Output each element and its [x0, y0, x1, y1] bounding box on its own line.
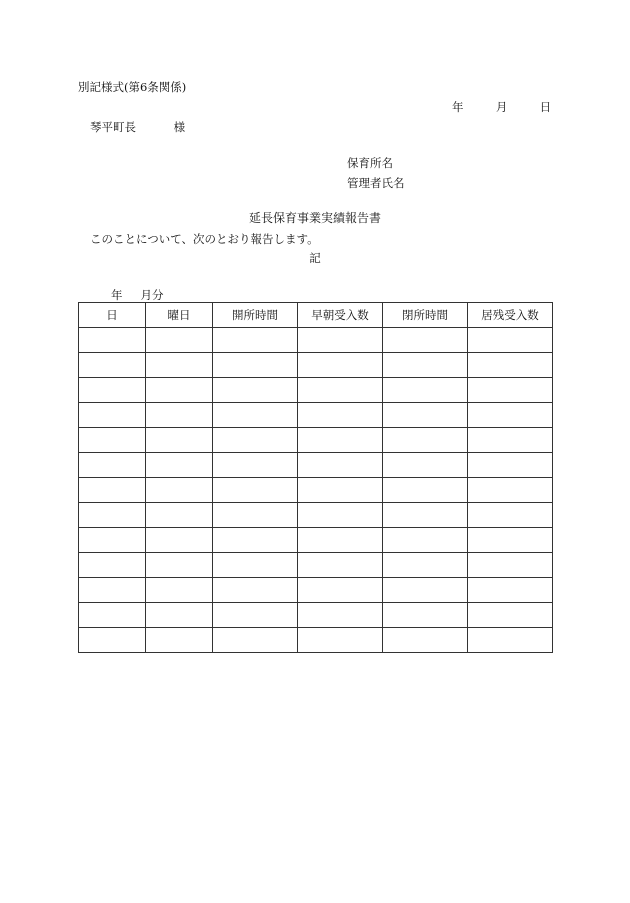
- table-cell: [298, 378, 383, 403]
- table-header-row: [79, 303, 553, 328]
- table-cell: [79, 453, 146, 478]
- table-cell: [213, 353, 298, 378]
- table-cell: [468, 328, 553, 353]
- table-cell: [146, 453, 213, 478]
- table-cell: [79, 328, 146, 353]
- table-row: [79, 628, 553, 653]
- table-cell: [79, 603, 146, 628]
- table-cell: [79, 353, 146, 378]
- form-label: 別記様式(第6条関係): [78, 80, 187, 94]
- body-text: このことについて、次のとおり報告します。: [90, 232, 319, 246]
- table-row: [79, 453, 553, 478]
- month-blank: [123, 289, 141, 303]
- table-cell: [79, 428, 146, 453]
- table-cell: [79, 528, 146, 553]
- table-cell: [298, 403, 383, 428]
- table-cell: [213, 378, 298, 403]
- table-cell: [298, 578, 383, 603]
- table-cell: [298, 478, 383, 503]
- table-cell: [146, 553, 213, 578]
- table-cell: [468, 553, 553, 578]
- table-cell: [146, 328, 213, 353]
- table-cell: [468, 353, 553, 378]
- table-cell: [383, 378, 468, 403]
- table-cell: [146, 503, 213, 528]
- year-blank: [78, 289, 111, 303]
- table-row: [79, 578, 553, 603]
- table-cell: [468, 503, 553, 528]
- table-row: [79, 403, 553, 428]
- table-cell: [146, 603, 213, 628]
- table-cell: [383, 628, 468, 653]
- addressee: [90, 120, 185, 134]
- table-cell: [213, 328, 298, 353]
- table-cell: [213, 503, 298, 528]
- table-cell: [298, 628, 383, 653]
- header-weekday: 曜日: [146, 303, 213, 328]
- addressee-honorific: 様: [173, 120, 186, 134]
- table-cell: [146, 353, 213, 378]
- table-cell: [79, 478, 146, 503]
- table-cell: [213, 628, 298, 653]
- table-cell: [468, 528, 553, 553]
- table-cell: [213, 603, 298, 628]
- table-row: [79, 378, 553, 403]
- table-cell: [146, 528, 213, 553]
- record-table: [78, 302, 553, 653]
- table-cell: [146, 428, 213, 453]
- table-cell: [383, 328, 468, 353]
- table-cell: [298, 428, 383, 453]
- table-cell: [298, 353, 383, 378]
- table-cell: [79, 503, 146, 528]
- table-cell: [383, 553, 468, 578]
- table-row: [79, 353, 553, 378]
- table-row: [79, 528, 553, 553]
- table-cell: [468, 453, 553, 478]
- table-cell: [79, 378, 146, 403]
- table-row: [79, 328, 553, 353]
- table-cell: [79, 628, 146, 653]
- document-title: 延長保育事業実績報告書: [248, 211, 381, 225]
- table-cell: [383, 403, 468, 428]
- date-day: 日: [539, 100, 552, 114]
- table-cell: [468, 378, 553, 403]
- table-cell: [146, 403, 213, 428]
- table-cell: [468, 603, 553, 628]
- date-month: 月: [495, 100, 508, 114]
- header-early-count: 早朝受入数: [298, 303, 383, 328]
- date-line: [452, 100, 551, 114]
- facility-label: 保育所名: [347, 156, 393, 170]
- table-row: [79, 428, 553, 453]
- table-cell: [383, 453, 468, 478]
- table-cell: [468, 628, 553, 653]
- addressee-name: 琴平町長: [90, 120, 136, 134]
- table-row: [79, 478, 553, 503]
- table-cell: [146, 628, 213, 653]
- table-cell: [213, 453, 298, 478]
- table-cell: [468, 428, 553, 453]
- header-late-count: 居残受入数: [468, 303, 553, 328]
- table-cell: [213, 428, 298, 453]
- table-cell: [298, 603, 383, 628]
- table-cell: [213, 553, 298, 578]
- table-cell: [298, 553, 383, 578]
- ki-heading: 記: [309, 251, 321, 265]
- table-cell: [79, 578, 146, 603]
- table-cell: [213, 478, 298, 503]
- table-cell: [383, 353, 468, 378]
- table-cell: [468, 578, 553, 603]
- table-cell: [298, 453, 383, 478]
- table-row: [79, 603, 553, 628]
- table-cell: [468, 478, 553, 503]
- table-cell: [298, 328, 383, 353]
- table-cell: [213, 403, 298, 428]
- header-open-time: 開所時間: [213, 303, 298, 328]
- table-cell: [298, 528, 383, 553]
- table-cell: [298, 503, 383, 528]
- manager-label: 管理者氏名: [347, 176, 405, 190]
- table-row: [79, 553, 553, 578]
- table-body: [79, 328, 553, 653]
- header-day: 日: [79, 303, 146, 328]
- table-cell: [79, 403, 146, 428]
- table-cell: [213, 578, 298, 603]
- table-cell: [383, 503, 468, 528]
- table-cell: [383, 578, 468, 603]
- table-cell: [146, 478, 213, 503]
- table-cell: [79, 553, 146, 578]
- table-row: [79, 503, 553, 528]
- period-line: [78, 288, 164, 303]
- table-cell: [383, 528, 468, 553]
- period-month: 月分: [140, 288, 164, 302]
- table-cell: [383, 428, 468, 453]
- table-cell: [468, 403, 553, 428]
- table-cell: [383, 478, 468, 503]
- table-cell: [146, 578, 213, 603]
- table-cell: [383, 603, 468, 628]
- period-year: 年: [111, 288, 123, 302]
- table-cell: [213, 528, 298, 553]
- date-year: 年: [452, 100, 464, 114]
- header-close-time: 閉所時間: [383, 303, 468, 328]
- table-cell: [146, 378, 213, 403]
